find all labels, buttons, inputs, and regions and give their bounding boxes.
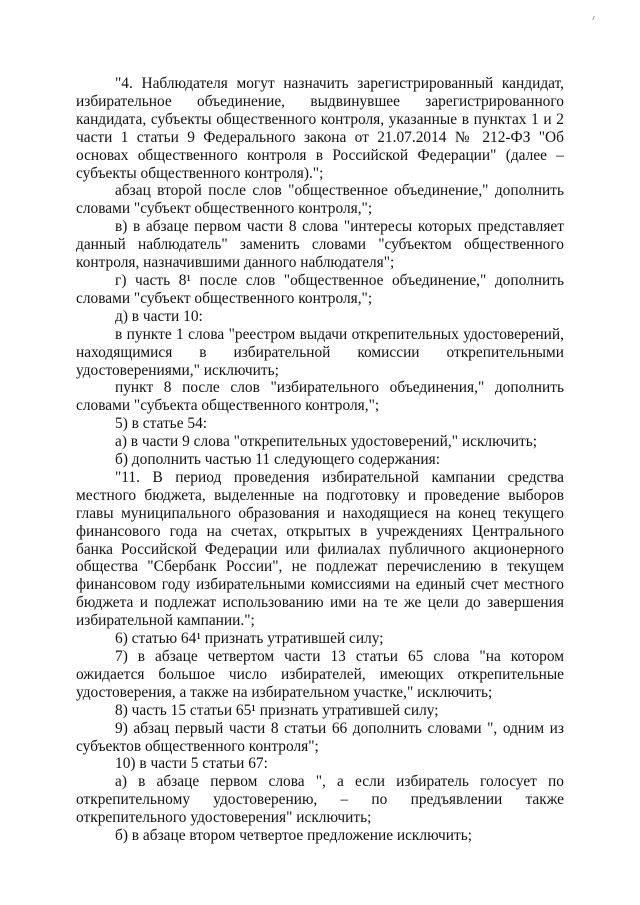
paragraph: а) в части 9 слова "открепительных удостоверений," исключить; bbox=[115, 433, 538, 451]
paragraph: "4. Наблюдателя могут назначить зарегистрированный кандидат, избирательное объединение, выдвинувшее зарегистрированного кандидата, субъекты общественного контроля, указанные в пунктах 1 и 2 части 1 статьи 9 Федерального закона от 21.07.2014 № 212-ФЗ "Об основах общественного контроля в Российской Федерации" (далее – субъекты общественного контроля)."; bbox=[76, 75, 564, 182]
paragraph: 8) часть 15 статьи 65¹ признать утратившей силу; bbox=[115, 701, 439, 719]
paragraph: 6) статью 64¹ признать утратившей силу; bbox=[115, 630, 384, 648]
paragraph: г) часть 8¹ после слов "общественное объединение," дополнить словами "субъект общественного контроля,"; bbox=[76, 271, 564, 307]
paragraph: б) дополнить частью 11 следующего содержания: bbox=[115, 451, 441, 469]
paragraph: в) в абзаце первом части 8 слова "интересы которых представляет данный наблюдатель" заменить словами "субъектом общественного контроля, назначившими данного наблюдателя"; bbox=[76, 218, 564, 272]
paragraph: 9) абзац первый части 8 статьи 66 дополнить словами ", одним из субъектов общественного контроля"; bbox=[76, 719, 564, 755]
paragraph: пункт 8 после слов "избирательного объединения," дополнить словами "субъекта общественного контроля,"; bbox=[76, 379, 564, 415]
paragraph: в пункте 1 слова "реестром выдачи открепительных удостоверений, находящимися в избирательной комиссии открепительными удостоверениями," исключить; bbox=[76, 325, 564, 379]
paragraph: б) в абзаце втором четвертое предложение исключить; bbox=[115, 827, 473, 845]
paragraph: 7) в абзаце четвертом части 13 статьи 65 слова "на котором ожидается большое число избирателей, имеющих открепительные удостоверения, а также на избирательном участке," исключить; bbox=[76, 648, 564, 701]
paragraph: абзац второй после слов "общественное объединение," дополнить словами "субъект общественного контроля,"; bbox=[76, 182, 564, 218]
paragraph: 5) в статье 54: bbox=[115, 415, 208, 433]
paragraph: а) в абзаце первом слова ", а если избиратель голосует по открепительному удостоверению, – по предъявлении также открепительного удостоверения" исключить; bbox=[76, 773, 564, 827]
paragraph: "11. В период проведения избирательной кампании средства местного бюджета, выделенные на подготовку и проведение выборов главы муниципального образования и находящиеся на конец текущего финансового года на счетах, открытых в учреждениях Центрального банка Российской Федерации или филиалах публичного акционерного общества "Сбербанк России", не подлежат перечислению в текущем финансовом году избирательными комиссиями на единый счет местного бюджета и подлежат использованию ими на те же цели до завершения избирательной кампании."; bbox=[76, 468, 564, 630]
scan-mark bbox=[592, 16, 596, 20]
document-body bbox=[76, 75, 564, 845]
paragraph: 10) в части 5 статьи 67: bbox=[115, 755, 268, 773]
paragraph: д) в части 10: bbox=[115, 307, 203, 325]
